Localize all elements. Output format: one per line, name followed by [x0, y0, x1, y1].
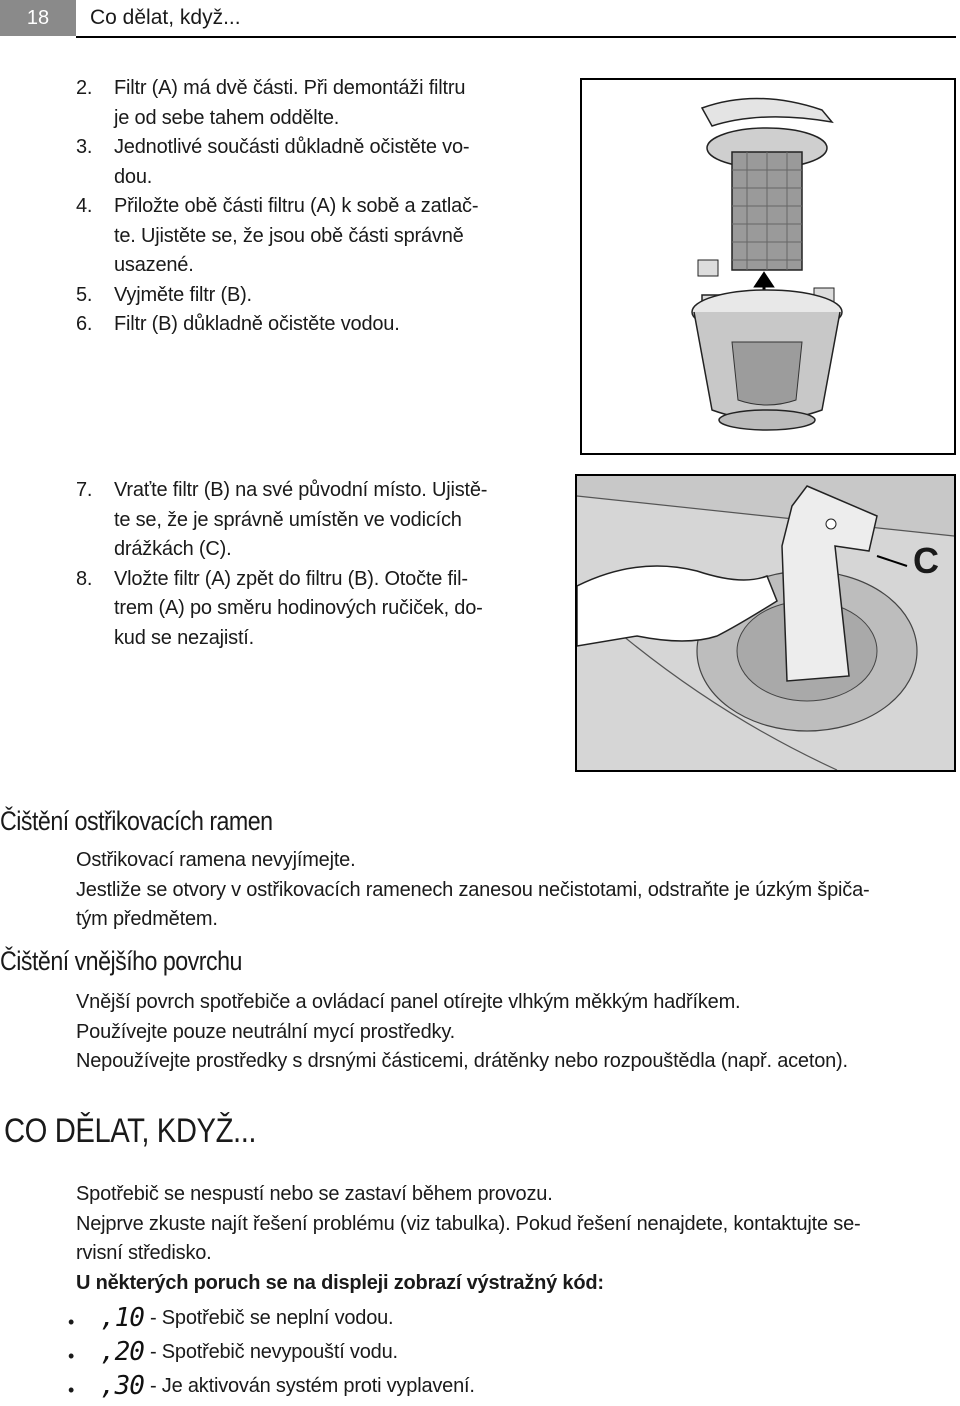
- body-line: Vnější povrch spotřebiče a ovládací panel otírejte vlhkým měkkým hadříkem.: [76, 991, 741, 1013]
- section-title-spray-arms: Čištění ostřikovacích ramen: [0, 806, 273, 836]
- page-number: 18: [0, 0, 76, 36]
- filter-install-drawing: [577, 476, 954, 770]
- codes-heading: U některých poruch se na displeji zobrazí výstražný kód:: [76, 1271, 604, 1294]
- filter-illustration: [580, 78, 956, 455]
- step-3: [76, 133, 556, 192]
- bullet-icon: •: [68, 1380, 75, 1400]
- body-line: Používejte pouze neutrální mycí prostředky.: [76, 1020, 455, 1043]
- body-line: Ostřikovací ramena nevyjímejte.: [76, 849, 356, 871]
- step-line: Vyjměte filtr (B).: [114, 283, 252, 306]
- section-body-spray-arms: [76, 846, 946, 935]
- step-line: Filtr (A) má dvě části. Při demontáži filtru: [114, 77, 466, 99]
- header-rule: [76, 36, 956, 38]
- bullet-icon: •: [68, 1312, 75, 1332]
- error-code-item: [64, 1370, 475, 1404]
- step-line: te se, že je správně umístěn ve vodicích: [114, 508, 462, 531]
- error-code-item: [64, 1302, 475, 1336]
- step-line: te. Ujistěte se, že jsou obě části správně: [114, 224, 464, 247]
- step-line: trem (A) po směru hodinových ručiček, do-: [114, 597, 483, 619]
- step-line: drážkách (C).: [114, 538, 232, 560]
- step-line: Vložte filtr (A) zpět do filtru (B). Otočte fil-: [114, 567, 468, 590]
- body-line: Nejprve zkuste najít řešení problému (viz tabulka). Pokud řešení nenajdete, kontaktujte se-: [76, 1212, 861, 1235]
- step-number: 7.: [76, 479, 93, 501]
- steps-list-a: [76, 74, 556, 340]
- step-line: Vraťte filtr (B) na své původní místo. Ujistě-: [114, 479, 488, 501]
- error-code-description: - Je aktivován systém proti vyplavení.: [149, 1375, 475, 1398]
- step-number: 3.: [76, 136, 93, 158]
- step-6: [76, 310, 556, 340]
- filter-drawing: [582, 80, 954, 453]
- figure-label-c: C: [913, 540, 939, 581]
- chapter-title: CO DĚLAT, KDYŽ...: [4, 1112, 257, 1150]
- body-line: Spotřebič se nespustí nebo se zastaví během provozu.: [76, 1183, 553, 1205]
- step-8: [76, 565, 566, 654]
- step-number: 2.: [76, 77, 93, 99]
- error-code-description: - Spotřebič se neplní vodou.: [149, 1307, 394, 1330]
- running-title: Co dělat, když...: [90, 6, 241, 29]
- error-code-description: - Spotřebič nevypouští vodu.: [149, 1341, 398, 1364]
- step-number: 4.: [76, 195, 93, 217]
- step-number: 5.: [76, 283, 93, 306]
- body-line: Jestliže se otvory v ostřikovacích ramenech zanesou nečistotami, odstraňte je úzkým špiča-: [76, 878, 870, 901]
- step-number: 8.: [76, 567, 93, 590]
- section-title-exterior: Čištění vnějšího povrchu: [0, 946, 242, 976]
- section-body-exterior: [76, 988, 946, 1077]
- step-4: [76, 192, 556, 281]
- step-5: [76, 281, 556, 311]
- error-code: ,10: [100, 1303, 144, 1334]
- body-line: rvisní středisko.: [76, 1242, 212, 1264]
- error-code: ,30: [100, 1371, 144, 1402]
- step-2: [76, 74, 556, 133]
- chapter-intro: [76, 1180, 946, 1298]
- step-7: [76, 476, 566, 565]
- body-line: tým předmětem.: [76, 908, 218, 930]
- step-line: Jednotlivé součásti důkladně očistěte vo-: [114, 136, 470, 158]
- error-code: ,20: [100, 1337, 144, 1368]
- step-line: dou.: [114, 165, 153, 188]
- filter-install-illustration: [575, 474, 956, 772]
- error-code-list: [64, 1302, 475, 1404]
- bullet-icon: •: [68, 1346, 75, 1366]
- error-code-item: [64, 1336, 475, 1370]
- step-number: 6.: [76, 313, 93, 335]
- step-line: kud se nezajistí.: [114, 626, 255, 649]
- body-line: Nepoužívejte prostředky s drsnými částicemi, drátěnky nebo rozpouštědla (např. aceton).: [76, 1050, 848, 1072]
- step-line: Filtr (B) důkladně očistěte vodou.: [114, 313, 400, 335]
- step-line: je od sebe tahem oddělte.: [114, 106, 340, 129]
- step-line: usazené.: [114, 254, 194, 276]
- steps-list-b: [76, 476, 566, 653]
- step-line: Přiložte obě části filtru (A) k sobě a zatlač-: [114, 195, 479, 217]
